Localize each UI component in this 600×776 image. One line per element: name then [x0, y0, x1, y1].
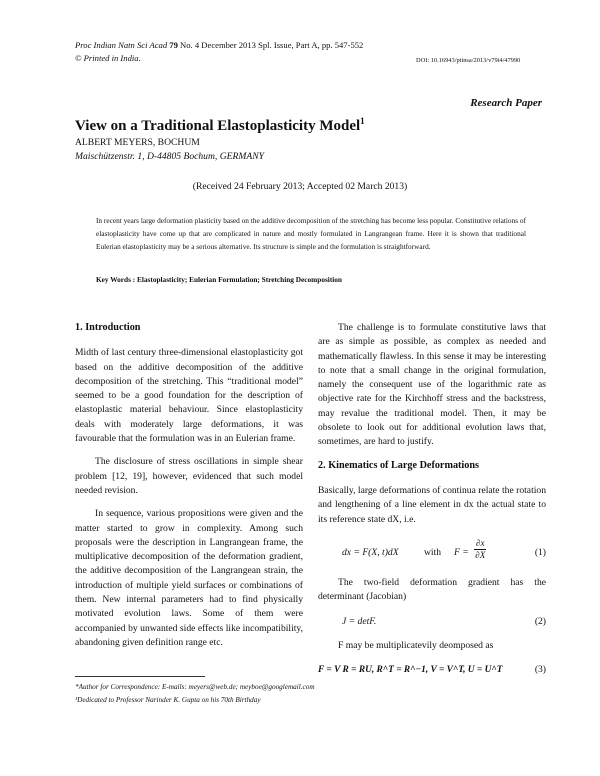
intro-paragraph-2: The disclosure of stress oscillations in simple shear problem [12, 19], however, evidenced that such model needed revision. [75, 456, 303, 496]
intro-paragraph-1: Midth of last century three-dimensional elastoplasticity got based on the additive decomposition of the additive decomposition of the stretching. This “traditional model” seemed to be a good foundation for the description of elastoplastic material behaviour. Since elastoplasticity deals with moderately large deformations, it was favourable that the formulation was in an Eulerian frame. [75, 347, 303, 445]
equation-1 [318, 536, 546, 570]
equation-3-main: F = V R = RU, R^T = R^−1, V = V^T, U = U^T [318, 664, 503, 675]
doi: DOI: 10.16943/ptinsa/2013/v79i4/47990 [416, 57, 521, 64]
footnote-dedication: ¹Dedicated to Professor Narinder K. Gupta on his 70th Birthday [75, 696, 261, 704]
keywords: Key Words : Elastoplasticity; Eulerian Formulation; Stretching Decomposition [96, 275, 342, 284]
equation-1-numerator: ∂x [476, 537, 485, 548]
paper-title [75, 116, 365, 135]
kinematics-paragraph-1: Basically, large deformations of continua relate the rotation and lengthening of a line element in dx the actual state to its reference state dX, i.e. [318, 484, 546, 525]
equation-3-label: (3) [534, 663, 546, 675]
left-column [75, 321, 303, 659]
equation-1-fraction [474, 538, 486, 561]
affiliation: Maischützenstr. 1, D-44805 Bochum, GERMANY [75, 151, 264, 162]
title-text: View on a Traditional Elastoplasticity Model [75, 118, 361, 134]
journal-citation [75, 39, 363, 65]
equation-1-main: dx = F(X, t)dX [342, 546, 399, 558]
intro-paragraph-4: The challenge is to formulate constitutive laws that are as simple as possible, as complex as needed and mathematically flawless. In this sense it may be interesting to note that a small change in the original formulation, namely the consequent use of the logarithmic rate as objective rate for the Kirchhoff stress and the backstress, may revalue the traditional model. Then, it may be obsolete to look out for additional evolution laws that, sometimes, are hard to justify. [318, 322, 546, 448]
received-dates: (Received 24 February 2013; Accepted 02 March 2013) [192, 181, 408, 192]
equation-2-main: J = detF. [342, 616, 377, 628]
article-type: Research Paper [470, 97, 542, 109]
equation-2 [318, 613, 546, 633]
equation-3 [318, 663, 546, 683]
equation-1-with: with [424, 546, 442, 558]
printed-notice: © Printed in India. [75, 53, 141, 63]
equation-1-label: (1) [534, 546, 546, 558]
equation-1-lhs: F = [454, 546, 469, 558]
right-column [318, 321, 546, 683]
equation-2-label: (2) [534, 616, 546, 628]
footnote-correspondence: *Author for Correspondence: E-mails: meyers@web.de; meyboe@googlemail.com [75, 683, 315, 691]
footnote-rule [75, 676, 205, 677]
intro-paragraph-3: In sequence, various propositions were given and the matter started to grow in complexity. Among such proposals were the description in Langrangean frame, the multiplicative decomposition of the deformation gradient, the additive decomposition of the Langrangean strain, the introduction of multiple yield surfaces or combinations of them. New internal parameters had to find physically motivated evolution laws. Some of them were accompanied by unwanted side effects like incompatibility, abandoning given definition range etc. [75, 508, 303, 648]
abstract: In recent years large deformation plasticity based on the additive decomposition of the stretching has become less popular. Constitutive relations of elastoplasticity have come up that are complicated in nature and mostly formulated in Langrangean frame. Here it is shown that traditional Eulerian elastoplasticity may be a serious alternative. Its structure is simple and the formulation is straightforward. [96, 216, 526, 251]
equation-1-denominator: ∂X [475, 549, 486, 560]
author: ALBERT MEYERS, BOCHUM [75, 137, 200, 148]
kinematics-paragraph-3: F may be multiplicatevily deomposed as [338, 640, 494, 652]
title-footnote-mark: 1 [360, 116, 365, 126]
journal-issue: No. 4 December 2013 Spl. Issue, Part A, pp. 547-552 [180, 40, 364, 50]
journal-volume: 79 [169, 40, 178, 50]
section-heading-introduction: 1. Introduction [75, 322, 141, 333]
kinematics-paragraph-2: The two-field deformation gradient has the determinant (Jacobian) [318, 576, 546, 603]
journal-name: Proc Indian Natn Sci Acad [75, 40, 168, 50]
section-heading-kinematics: 2. Kinematics of Large Deformations [318, 459, 479, 471]
